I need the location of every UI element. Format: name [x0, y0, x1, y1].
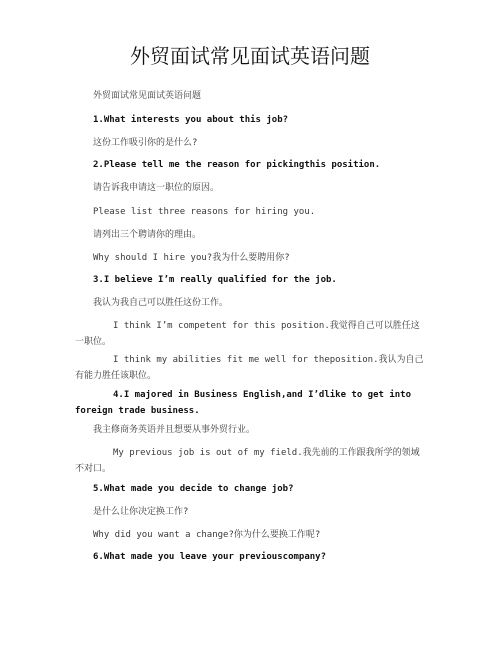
answer-line: Why should I hire you?我为什么要聘用你?: [93, 253, 290, 263]
question-6: 6.What made you leave your previouscompany?: [93, 552, 326, 562]
answer-line: Why did you want a change?你为什么要换工作呢?: [93, 530, 321, 540]
question-4: [75, 387, 427, 419]
answer-text: I think I’m competent for this position.我觉得自己可以胜任这一职位。: [75, 321, 420, 347]
answer-text: I think my abilities fit me well for theposition.我认为自己有能力胜任该职位。: [75, 355, 424, 381]
question-text: 4.I majored in Business English,and I’dlike to get into foreign trade business.: [75, 390, 412, 416]
document-title: 外贸面试常见面试英语问题: [130, 44, 370, 68]
question-1: 1.What interests you about this job?: [93, 115, 289, 125]
question-3: 3.I believe I’m really qualified for the job.: [93, 275, 337, 285]
document-subtitle: 外贸面试常见面试英语问题: [93, 91, 202, 101]
question-2: 2.Please tell me the reason for pickingthis position.: [93, 160, 381, 170]
answer-line: 我认为我自己可以胜任这份工作。: [93, 298, 229, 308]
answer-line: 是什么让你决定换工作?: [93, 507, 189, 517]
question-5: 5.What made you decide to change job?: [93, 484, 294, 494]
answer-line: 这份工作吸引你的是什么?: [93, 138, 198, 148]
answer-line: 请告诉我申请这一职位的原因。: [93, 183, 220, 193]
answer-paragraph: [75, 445, 427, 477]
answer-text: My previous job is out of my field.我先前的工作跟我所学的领域不对口。: [75, 448, 420, 474]
answer-paragraph: [75, 318, 427, 350]
answer-paragraph: [75, 352, 427, 384]
answer-line: 我主修商务英语并且想要从事外贸行业。: [93, 425, 256, 435]
answer-line: 请列出三个聘请你的理由。: [93, 230, 202, 240]
answer-line: Please list three reasons for hiring you.: [93, 207, 316, 217]
